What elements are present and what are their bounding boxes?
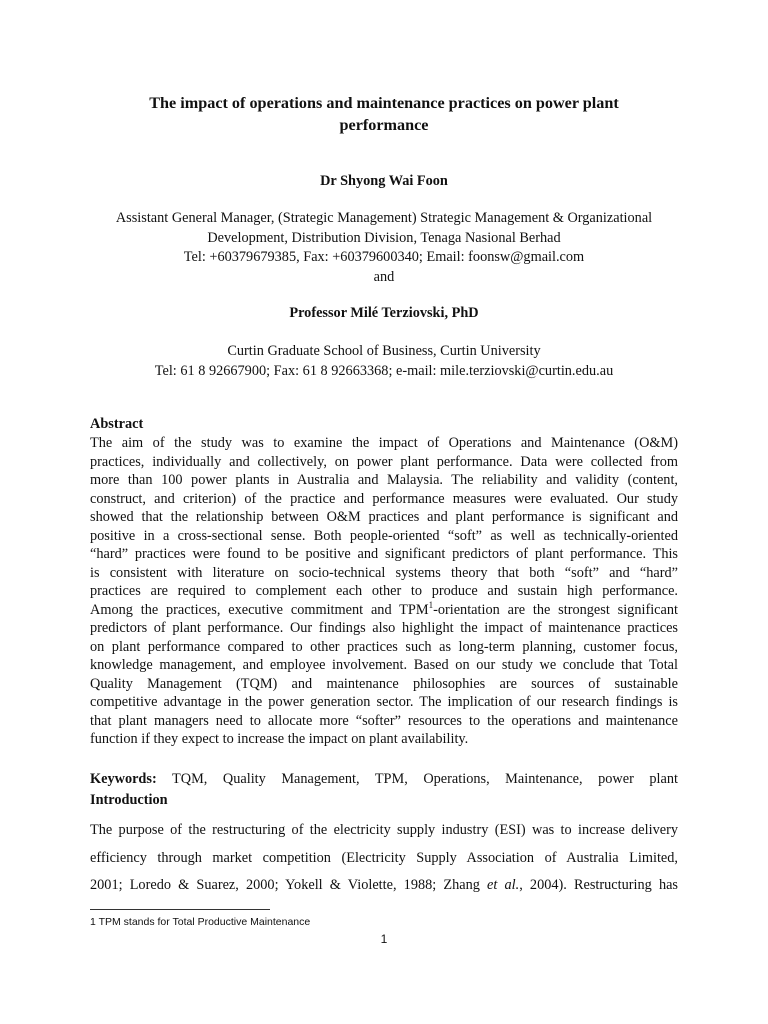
introduction-body [90,817,678,900]
abstract-line: practices, individually and collectively, on power plant performance. Data were collected from [90,453,678,470]
author-1-name: Dr Shyong Wai Foon [320,173,448,189]
introduction-heading: Introduction [90,792,168,808]
abstract-body [90,434,678,749]
abstract-line: construct, and criterion) of the practice and performance measures were evaluated. Our study [90,490,678,507]
abstract-heading: Abstract [90,416,144,432]
footnote-separator [90,909,270,910]
author-2-contact: Tel: 61 8 92667900; Fax: 61 8 92663368; e-mail: mile.terziovski@curtin.edu.au [154,362,614,379]
keywords-line [90,771,678,788]
abstract-line: practices are required to complement each other to produce and sustain high performance. [90,583,678,599]
abstract-line: showed that the relationship between O&M practices and plant performance is significant and [90,509,678,525]
abstract-line: knowledge management, and employee involvement. Based on our study we conclude that Total [90,657,678,673]
abstract-line: on plant performance compared to other practices such as long-term planning, customer focus, [90,638,678,655]
abstract-line: more than 100 power plants in Australia and Malaysia. The reliability and validity (content, [90,472,678,488]
author-1-affiliation-line: Assistant General Manager, (Strategic Management) Strategic Management & Organizational [115,210,653,226]
abstract-line-part: -orientation are the strongest significant [433,601,678,618]
intro-line-part: 2001; Loredo & Suarez, 2000; Yokell & Violette, 1988; Zhang [90,877,488,893]
title-line-1: The impact of operations and maintenance practices on power plant [149,94,619,112]
intro-line: The purpose of the restructuring of the electricity supply industry (ESI) was to increase delivery [90,822,678,838]
title-line-2: performance [339,116,429,134]
intro-line: efficiency through market competition (Electricity Supply Association of Australia Limited, [90,849,678,866]
keywords-label: Keywords: [90,771,157,787]
author-1-affiliation-line: Development, Distribution Division, Tenaga Nasional Berhad [207,229,561,246]
abstract-line-part: Among the practices, executive commitment and TPM [90,601,429,618]
abstract-line: The aim of the study was to examine the impact of Operations and Maintenance (O&M) [90,435,678,451]
author-2-affiliation [60,342,708,381]
footnote-marker: 1 [428,599,434,610]
intro-line-emphasis: et al. [487,877,520,893]
author-1-contact: Tel: +60379679385, Fax: +60379600340; Email: foonsw@gmail.com [183,249,585,265]
page-number: 1 [380,932,388,946]
author-2-affiliation-line: Curtin Graduate School of Business, Curtin University [227,343,541,359]
abstract-line: is consistent with literature on socio-technical systems theory that both “soft” and “hard” [90,564,678,581]
intro-line [90,872,678,900]
abstract-line: competitive advantage in the power generation sector. The implication of our research findings is [90,694,678,710]
paper-title [100,92,668,136]
and-connector: and [373,268,395,285]
author-2-name: Professor Milé Terziovski, PhD [289,305,479,321]
abstract-line: positive in a cross-sectional sense. Both people-oriented “soft” as well as technically-oriented [90,527,678,544]
intro-line-part: , 2004). Restructuring has [519,877,678,893]
author-1-affiliation [60,209,708,287]
abstract-line: function if they expect to increase the impact on plant availability. [90,731,469,747]
abstract-line: that plant managers need to allocate more “softer” resources to the operations and maintenance [90,712,678,729]
abstract-line: “hard” practices were found to be positive and significant predictors of plant performance. This [90,546,678,562]
abstract-line: Quality Management (TQM) and maintenance philosophies are sources of sustainable [90,675,678,692]
abstract-line: predictors of plant performance. Our findings also highlight the impact of maintenance practices [90,620,678,636]
abstract-line-with-footnote [90,601,678,620]
footnote: 1 TPM stands for Total Productive Maintenance [90,916,311,928]
keywords-text: TQM, Quality Management, TPM, Operations, Maintenance, power plant [172,771,678,787]
